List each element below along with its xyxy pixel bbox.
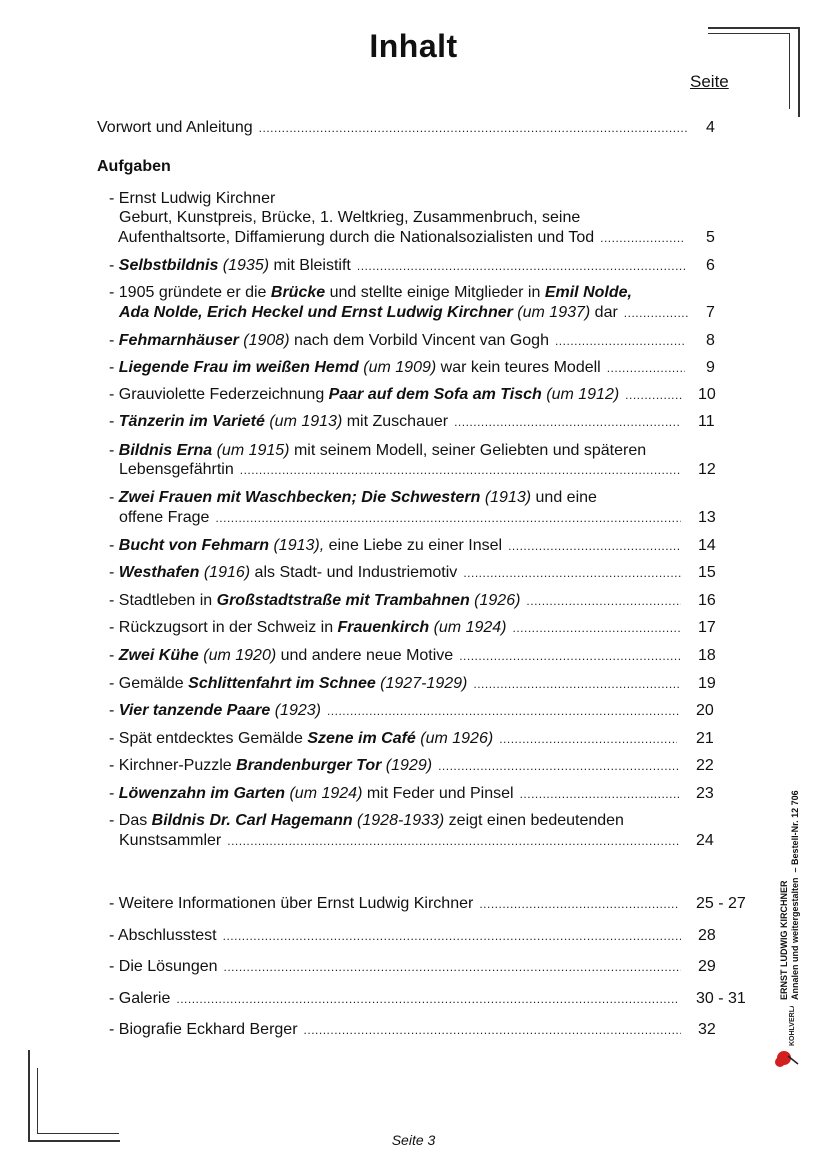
toc-entry-paar-auf-dem-sofa <box>109 385 689 405</box>
toc-entry-label: - Selbstbildnis (1935) mit Bleistift <box>109 257 351 274</box>
dot-leader <box>215 508 681 528</box>
toc-entry-bruecke <box>119 303 695 323</box>
dot-leader <box>607 358 685 378</box>
toc-entry-vorwort <box>97 118 693 138</box>
dot-leader <box>624 303 689 323</box>
kohl-verlag-logo-icon <box>774 1006 802 1070</box>
toc-entry-label: - Weitere Informationen über Ernst Ludwig Kirchner <box>109 895 474 912</box>
toc-entry-zwei-frauen <box>119 508 687 528</box>
frame-bottom-left-v2 <box>37 1068 38 1134</box>
dot-leader <box>438 756 679 776</box>
toc-entry-bucht-von-fehmarn <box>109 536 687 556</box>
page-number: 7 <box>706 304 715 321</box>
toc-entry-label: - Die Lösungen <box>109 958 218 975</box>
toc-entry-vier-tanzende-paare <box>109 701 685 721</box>
toc-entry-liegende-frau <box>109 358 691 378</box>
page-number: 18 <box>698 647 716 664</box>
toc-entry-label: - Galerie <box>109 990 171 1007</box>
page-number: 10 <box>698 386 716 403</box>
toc-entry-weitere-informationen <box>109 894 685 914</box>
page-title: Inhalt <box>369 28 458 64</box>
dot-leader <box>463 563 681 583</box>
side-order-number: – Bestell-Nr. 12 706 <box>790 790 800 873</box>
page-number: 8 <box>706 332 715 349</box>
dot-leader <box>555 331 685 351</box>
toc-entry-label: - Zwei Kühe (um 1920) und andere neue Motive <box>109 647 454 664</box>
dot-leader <box>513 618 682 638</box>
page-number: 32 <box>698 1021 716 1038</box>
toc-entry-label: - Spät entdecktes Gemälde Szene im Café (um 1926) <box>109 730 494 747</box>
toc-entry-westhafen <box>109 563 687 583</box>
page-number: 13 <box>698 509 716 526</box>
toc-entry-kirchner-line1: - Ernst Ludwig Kirchner <box>109 190 276 207</box>
logo-text: KOHLVERLAG <box>789 1006 796 1046</box>
page-number: 22 <box>696 757 714 774</box>
page-number: 24 <box>696 832 714 849</box>
dot-leader <box>508 536 681 556</box>
page-number: 25 - 27 <box>696 895 746 912</box>
toc-entry-frauenkirch <box>109 618 687 638</box>
toc-entry-bildnis-erna <box>119 460 687 480</box>
toc-entry-label: - Biografie Eckhard Berger <box>109 1021 298 1038</box>
page-number: 20 <box>696 702 714 719</box>
toc-entry-label: - Gemälde Schlittenfahrt im Schnee (1927-1929) <box>109 675 468 692</box>
toc-entry-bruecke-line1: - 1905 gründete er die Brücke und stellte einige Mitglieder in Emil Nolde, <box>109 284 632 301</box>
toc-entry-label: - Fehmarnhäuser (1908) nach dem Vorbild Vincent van Gogh <box>109 332 549 349</box>
toc-entry-fehmarnhaeuser <box>109 331 691 351</box>
side-publication-info <box>779 760 801 1000</box>
toc-entry-label: - Vier tanzende Paare (1923) <box>109 702 321 719</box>
toc-entry-label: - Abschlusstest <box>109 927 217 944</box>
toc-entry-zwei-kuehe <box>109 646 687 666</box>
dot-leader <box>304 1020 681 1040</box>
toc-entry-label: Kunstsammler <box>119 832 222 849</box>
toc-entry-abschlusstest <box>109 926 687 946</box>
toc-entry-loewenzahn <box>109 784 685 804</box>
page-number: 14 <box>698 537 716 554</box>
page-number: 30 - 31 <box>696 990 746 1007</box>
dot-leader <box>600 228 684 248</box>
side-subtitle: Annalen und weitergestalten <box>790 877 800 1000</box>
toc-entry-label: Aufenthaltsorte, Diffamierung durch die Nationalsozialisten und Tod <box>118 229 595 246</box>
dot-leader <box>357 256 685 276</box>
page-number: 29 <box>698 958 716 975</box>
toc-entry-label: - Tänzerin im Varieté (um 1913) mit Zuschauer <box>109 413 449 430</box>
page-footer: Seite 3 <box>391 1132 436 1148</box>
page-number: 6 <box>706 257 715 274</box>
toc-entry-selbstbildnis <box>109 256 691 276</box>
dot-leader <box>454 412 679 432</box>
toc-entry-label: - Westhafen (1916) als Stadt- und Industriemotiv <box>109 564 458 581</box>
toc-entry-galerie <box>109 989 685 1009</box>
toc-entry-label: Ada Nolde, Erich Heckel und Ernst Ludwig Kirchner (um 1937) dar <box>119 304 618 321</box>
dot-leader <box>259 118 687 138</box>
dot-leader <box>240 460 681 480</box>
toc-entry-label: offene Frage <box>119 509 210 526</box>
frame-bottom-left-v1 <box>28 1050 30 1141</box>
toc-entry-bildnis-erna-line1: - Bildnis Erna (um 1915) mit seinem Modell, seiner Geliebten und späteren <box>109 442 647 459</box>
publisher-logo <box>774 1006 802 1070</box>
toc-entry-taenzerin <box>109 412 685 432</box>
toc-entry-biografie <box>109 1020 687 1040</box>
dot-leader <box>520 784 679 804</box>
page-number: 4 <box>706 119 715 136</box>
toc-entry-kirchner-line2: Geburt, Kunstpreis, Brücke, 1. Weltkrieg, Zusammenbruch, seine <box>119 209 581 226</box>
dot-leader <box>224 957 681 977</box>
toc-entry-label: - Liegende Frau im weißen Hemd (um 1909) war kein teures Modell <box>109 359 601 376</box>
seite-column-label: Seite <box>690 72 729 91</box>
toc-entry-loesungen <box>109 957 687 977</box>
page-number: 15 <box>698 564 716 581</box>
toc-entry-kirchner <box>118 228 690 248</box>
dot-leader <box>625 385 683 405</box>
page-number: 21 <box>696 730 714 747</box>
page-number: 5 <box>706 229 715 246</box>
toc-entry-grossstadtstrasse <box>109 591 687 611</box>
dot-leader <box>526 591 681 611</box>
toc-entry-label: - Kirchner-Puzzle Brandenburger Tor (1929) <box>109 757 433 774</box>
toc-entry-label: - Löwenzahn im Garten (um 1924) mit Feder und Pinsel <box>109 785 514 802</box>
toc-entry-hagemann <box>119 831 685 851</box>
toc-entry-zwei-frauen-line1: - Zwei Frauen mit Waschbecken; Die Schwestern (1913) und eine <box>109 489 597 506</box>
toc-entry-label: - Grauviolette Federzeichnung Paar auf dem Sofa am Tisch (um 1912) <box>109 386 620 403</box>
dot-leader <box>479 894 679 914</box>
page-number: 12 <box>698 461 716 478</box>
toc-entry-szene-im-cafe <box>109 729 683 749</box>
dot-leader <box>473 674 681 694</box>
toc-entry-label: Vorwort und Anleitung <box>97 119 253 136</box>
page-number: 19 <box>698 675 716 692</box>
toc-entry-brandenburger-tor <box>109 756 685 776</box>
page-number: 23 <box>696 785 714 802</box>
toc-entry-schlittenfahrt <box>109 674 687 694</box>
toc-entry-label: Lebensgefährtin <box>119 461 234 478</box>
page-number: 11 <box>698 413 715 430</box>
dot-leader <box>499 729 677 749</box>
page-number: 17 <box>698 619 716 636</box>
page-number: 28 <box>698 927 716 944</box>
section-title-aufgaben: Aufgaben <box>97 158 171 175</box>
dot-leader <box>176 989 679 1009</box>
toc-entry-label: - Rückzugsort in der Schweiz in Frauenkirch (um 1924) <box>109 619 507 636</box>
side-title: ERNST LUDWIG KIRCHNER <box>779 880 789 1000</box>
toc-entry-label: - Bucht von Fehmarn (1913), eine Liebe zu einer Insel <box>109 537 503 554</box>
page-number: 9 <box>706 359 715 376</box>
toc-entry-label: - Stadtleben in Großstadtstraße mit Trambahnen (1926) <box>109 592 521 609</box>
dot-leader <box>227 831 679 851</box>
dot-leader <box>327 701 679 721</box>
dot-leader <box>223 926 681 946</box>
page-number: 16 <box>698 592 716 609</box>
dot-leader <box>459 646 681 666</box>
toc-entry-hagemann-line1: - Das Bildnis Dr. Carl Hagemann (1928-1933) zeigt einen bedeutenden <box>109 812 624 829</box>
